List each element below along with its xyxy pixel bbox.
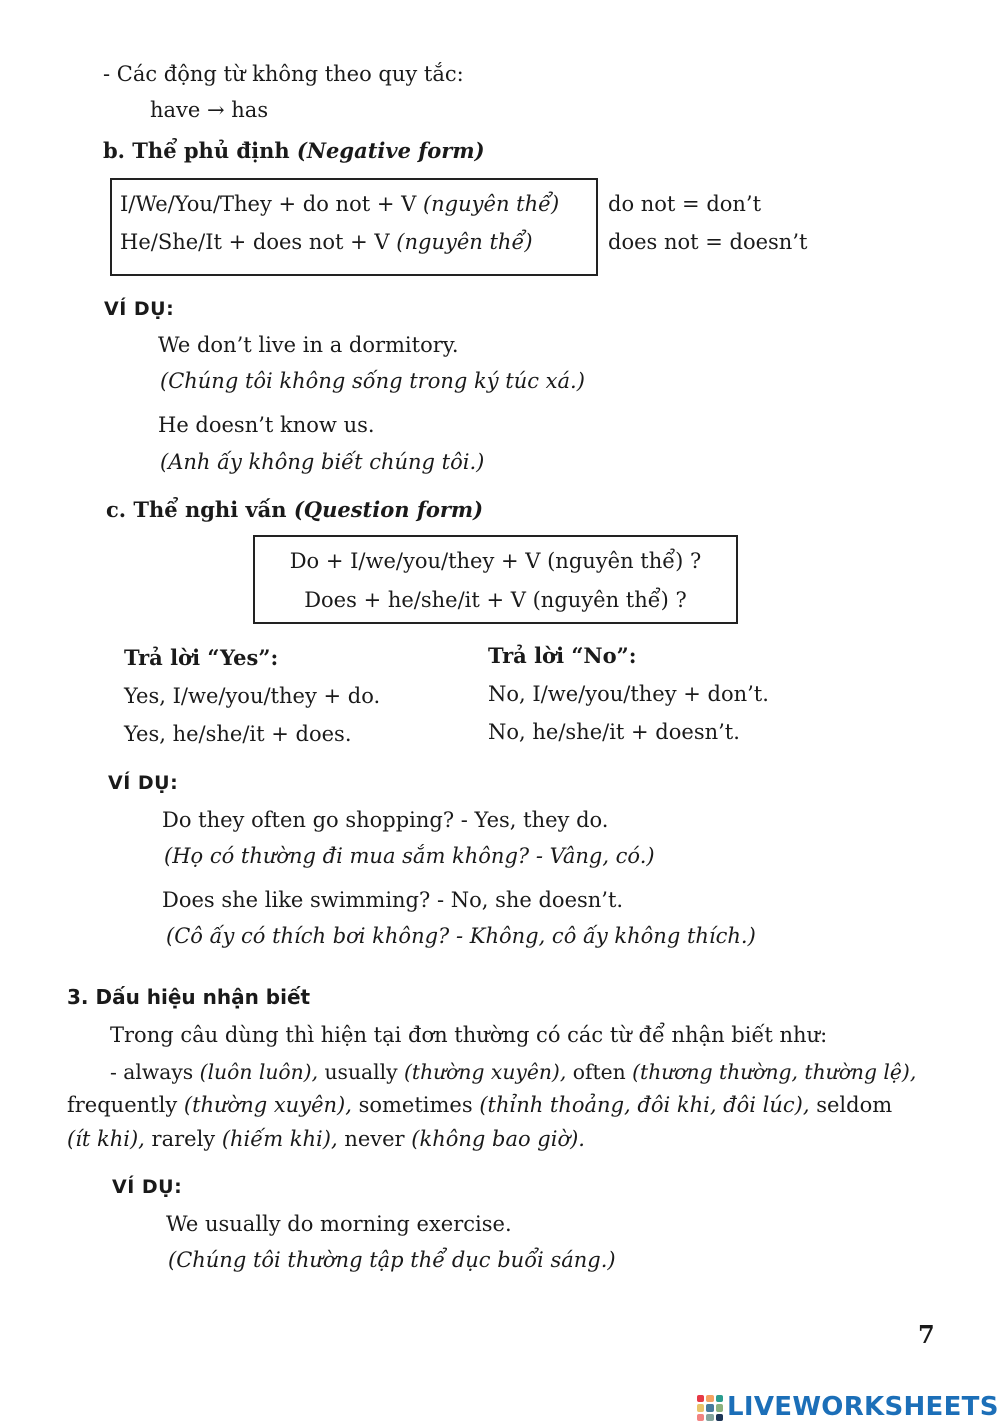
signs-line2 <box>67 1093 892 1117</box>
signs-line1 <box>110 1060 916 1084</box>
negative-formula-line1-note: (nguyên thể) <box>422 192 560 216</box>
adverb-often-meaning: (thương thường, thường lệ), <box>632 1060 917 1084</box>
example-translation: (Chúng tôi không sống trong ký túc xá.) <box>160 369 585 393</box>
example-sentence: He doesn’t know us. <box>158 413 375 437</box>
negative-formula-line2-text: He/She/It + does not + V <box>120 230 390 254</box>
question-formula-line2: Does + he/she/it + V (nguyên thể) ? <box>304 588 687 612</box>
yes-answer-title: Trả lời “Yes”: <box>124 645 279 670</box>
question-heading-en: (Question form) <box>293 497 484 522</box>
yes-answer-line: Yes, he/she/it + does. <box>124 722 352 746</box>
example-label: VÍ DỤ: <box>108 772 179 794</box>
adverb-often: often <box>572 1060 626 1084</box>
example-label: VÍ DỤ: <box>112 1176 183 1198</box>
adverb-always-meaning: (luôn luôn), <box>199 1060 319 1084</box>
liveworksheets-logo <box>697 1392 997 1424</box>
signs-intro: Trong câu dùng thì hiện tại đơn thường có các từ để nhận biết như: <box>110 1023 828 1047</box>
adverb-never-meaning: (không bao giờ). <box>411 1127 585 1151</box>
adverb-sometimes-meaning: (thỉnh thoảng, đôi khi, đôi lúc), <box>479 1093 810 1117</box>
negative-formula-line2 <box>120 230 533 254</box>
question-heading <box>106 497 483 522</box>
negative-formula-line2-note: (nguyên thể) <box>396 230 533 254</box>
example-label: VÍ DỤ: <box>104 298 175 320</box>
logo-text: LIVEWORKSHEETS <box>727 1392 999 1422</box>
irregular-verbs-heading: - Các động từ không theo quy tắc: <box>103 62 464 86</box>
adverb-frequently: frequently <box>67 1093 178 1117</box>
adverb-always: - always <box>110 1060 194 1084</box>
adverb-frequently-meaning: (thường xuyên), <box>183 1093 352 1117</box>
negative-formula-line1 <box>120 192 559 216</box>
adverb-sometimes: sometimes <box>358 1093 473 1117</box>
example-sentence: Does she like swimming? - No, she doesn’t. <box>162 888 624 912</box>
example-sentence: Do they often go shopping? - Yes, they do. <box>162 808 609 832</box>
contraction-does-not: does not = doesn’t <box>608 230 808 254</box>
question-formula-line1: Do + I/we/you/they + V (nguyên thể) ? <box>289 549 702 573</box>
adverb-rarely: rarely <box>151 1127 216 1151</box>
yes-answer-line: Yes, I/we/you/they + do. <box>124 684 381 708</box>
adverb-seldom-meaning: (ít khi), <box>67 1127 145 1151</box>
logo-grid-icon <box>697 1395 723 1421</box>
no-answer-line: No, he/she/it + doesn’t. <box>488 720 740 744</box>
adverb-usually-meaning: (thường xuyên), <box>404 1060 567 1084</box>
question-heading-vi: c. Thể nghi vấn <box>106 497 287 522</box>
example-sentence: We usually do morning exercise. <box>166 1212 512 1236</box>
no-answer-title: Trả lời “No”: <box>488 643 637 668</box>
signs-heading: 3. Dấu hiệu nhận biết <box>67 985 311 1009</box>
adverb-never: never <box>344 1127 405 1151</box>
no-answer-line: No, I/we/you/they + don’t. <box>488 682 769 706</box>
example-translation: (Anh ấy không biết chúng tôi.) <box>160 450 485 474</box>
adverb-usually: usually <box>324 1060 398 1084</box>
adverb-rarely-meaning: (hiếm khi), <box>221 1127 338 1151</box>
irregular-example: have → has <box>150 98 269 122</box>
adverb-seldom: seldom <box>816 1093 893 1117</box>
signs-line3 <box>67 1127 585 1151</box>
page-number: 7 <box>918 1320 935 1349</box>
contraction-do-not: do not = don’t <box>608 192 762 216</box>
negative-heading <box>103 138 485 163</box>
negative-formula-line1-text: I/We/You/They + do not + V <box>120 192 417 216</box>
negative-heading-vi: b. Thể phủ định <box>103 138 290 163</box>
example-translation: (Chúng tôi thường tập thể dục buổi sáng.) <box>168 1248 616 1272</box>
example-translation: (Họ có thường đi mua sắm không? - Vâng, có.) <box>164 844 655 868</box>
example-sentence: We don’t live in a dormitory. <box>158 333 459 357</box>
example-translation: (Cô ấy có thích bơi không? - Không, cô ấy không thích.) <box>166 924 756 948</box>
negative-heading-en: (Negative form) <box>296 138 485 163</box>
